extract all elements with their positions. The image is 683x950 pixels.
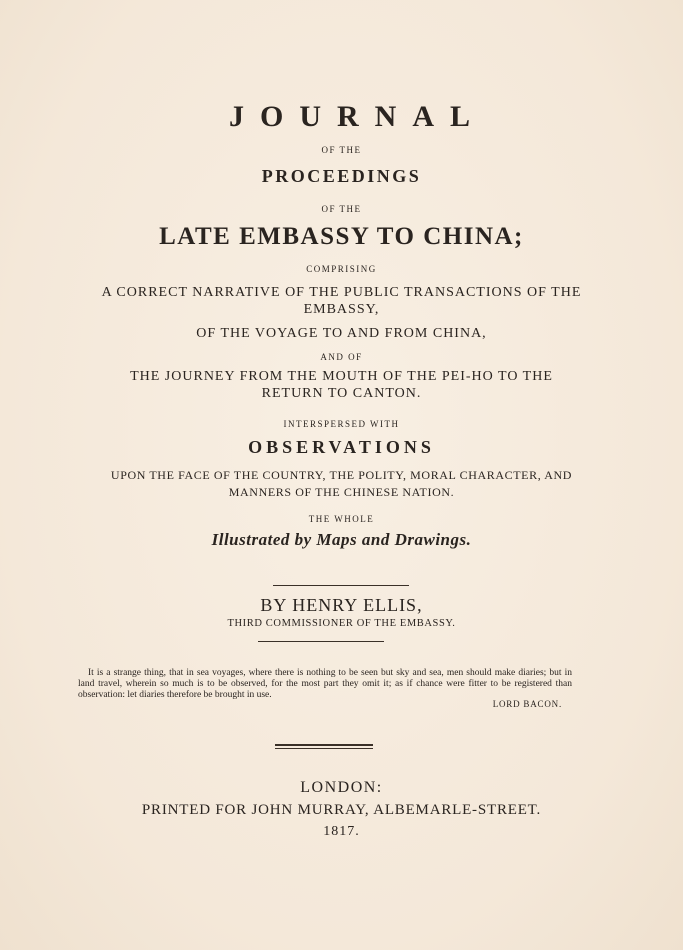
face-line-1: UPON THE FACE OF THE COUNTRY, THE POLITY, MORAL CHARACTER, AND <box>110 468 573 482</box>
connector-comprising: COMPRISING <box>306 264 377 274</box>
imprint-year: 1817. <box>323 824 360 839</box>
narrative-line-2: EMBASSY, <box>303 302 380 317</box>
double-rule-bottom <box>275 748 373 749</box>
connector-and-of: AND OF <box>320 352 363 362</box>
connector-of-the-2: OF THE <box>321 204 362 214</box>
title-observations: OBSERVATIONS <box>248 437 435 457</box>
connector-of-the-1: OF THE <box>321 145 362 155</box>
epigraph-attribution: LORD BACON. <box>492 699 562 709</box>
face-line-2: MANNERS OF THE CHINESE NATION. <box>228 485 455 499</box>
connector-interspersed: INTERSPERSED WITH <box>283 419 400 429</box>
title-proceedings: PROCEEDINGS <box>261 166 422 186</box>
journey-line-2: RETURN TO CANTON. <box>261 386 422 401</box>
imprint-city: LONDON: <box>300 779 383 796</box>
illustrated-line: Illustrated by Maps and Drawings. <box>211 530 472 549</box>
imprint-printer: PRINTED FOR JOHN MURRAY, ALBEMARLE-STREET. <box>141 802 542 818</box>
connector-the-whole: THE WHOLE <box>308 514 375 524</box>
divider-rule-1 <box>273 585 409 586</box>
divider-rule-2 <box>258 641 384 642</box>
voyage-line: OF THE VOYAGE TO AND FROM CHINA, <box>196 326 487 341</box>
journey-line-1: THE JOURNEY FROM THE MOUTH OF THE PEI-HO TO THE <box>130 369 553 384</box>
title-late-embassy: LATE EMBASSY TO CHINA; <box>159 223 524 250</box>
author-title: THIRD COMMISSIONER OF THE EMBASSY. <box>227 618 456 629</box>
title-journal: JOURNAL <box>228 100 486 133</box>
epigraph-quote: It is a strange thing, that in sea voyages, where there is nothing to be seen but sky and sea, men should make diaries; but in land travel, wherein so much is to be observed, for the most part they omit it; as if chance were fitter to be registered than observation: let diaries therefore be brought in use. <box>78 668 572 700</box>
double-rule-top <box>275 744 373 746</box>
narrative-line-1: A CORRECT NARRATIVE OF THE PUBLIC TRANSACTIONS OF THE <box>101 285 582 300</box>
author-name: BY HENRY ELLIS, <box>260 595 423 615</box>
